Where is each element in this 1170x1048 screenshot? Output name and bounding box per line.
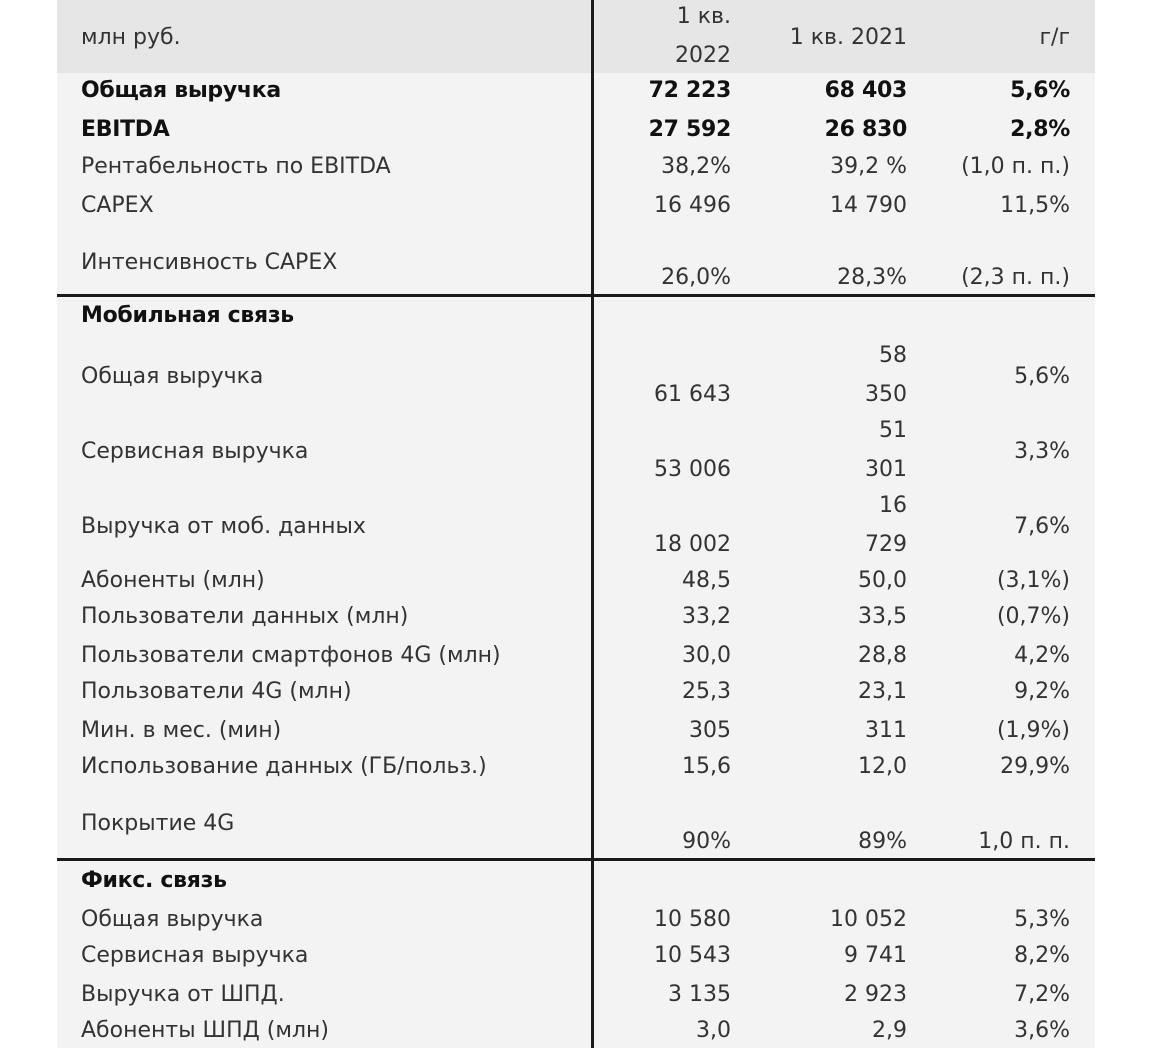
cell-4g-users-2021: 23,1 xyxy=(858,679,907,704)
row-label-subscribers: Абоненты (млн) xyxy=(81,568,265,593)
cell-fixed-revenue-2022: 10 580 xyxy=(654,907,731,932)
cell-4g-coverage-yoy: 1,0 п. п. xyxy=(978,829,1070,854)
cell-broadband-revenue-2021: 2 923 xyxy=(844,982,907,1007)
cell-4g-users-yoy: 9,2% xyxy=(1014,679,1070,704)
cell-broadband-revenue-2022: 3 135 xyxy=(668,982,731,1007)
cell-fixed-revenue-yoy: 5,3% xyxy=(1014,907,1070,932)
row-label-data-usage: Использование данных (ГБ/польз.) xyxy=(81,754,487,779)
cell-smartphone-4g-users-2022: 30,0 xyxy=(682,643,731,668)
cell-data-users-2021: 33,5 xyxy=(858,604,907,629)
cell-total-revenue-2022: 72 223 xyxy=(648,78,731,103)
cell-ebitda-margin-2022: 38,2% xyxy=(661,154,731,179)
cell-data-usage-2021: 12,0 xyxy=(858,754,907,779)
cell-mobile-service-revenue-2022: 53 006 xyxy=(654,457,731,482)
cell-data-usage-yoy: 29,9% xyxy=(1000,754,1070,779)
row-label-capex-intensity: Интенсивность CAPEX xyxy=(81,250,338,275)
cell-broadband-revenue-yoy: 7,2% xyxy=(1014,982,1070,1007)
row-label-ebitda: EBITDA xyxy=(81,117,170,142)
cell-fixed-service-revenue-2021: 9 741 xyxy=(844,943,907,968)
row-label-smartphone-4g-users: Пользователи смартфонов 4G (млн) xyxy=(81,643,501,668)
cell-ebitda-2021: 26 830 xyxy=(824,117,907,142)
cell-data-users-yoy: (0,7%) xyxy=(996,604,1070,629)
cell-mobile-data-revenue-2021-line1: 16 xyxy=(879,493,907,518)
cell-subscribers-2021: 50,0 xyxy=(858,568,907,593)
cell-capex-intensity-2022: 26,0% xyxy=(661,265,731,290)
row-label-4g-coverage: Покрытие 4G xyxy=(81,811,235,836)
cell-mobile-revenue-2021-line2: 350 xyxy=(865,382,907,407)
section-divider-fixed xyxy=(57,858,1095,861)
cell-4g-coverage-2022: 90% xyxy=(682,829,731,854)
cell-subscribers-yoy: (3,1%) xyxy=(996,568,1070,593)
cell-mobile-service-revenue-2021-line1: 51 xyxy=(879,418,907,443)
row-label-ebitda-margin: Рентабельность по EBITDA xyxy=(81,154,391,179)
cell-mobile-service-revenue-yoy: 3,3% xyxy=(1014,439,1070,464)
row-label-fixed-service-revenue: Сервисная выручка xyxy=(81,943,309,968)
row-label-capex: CAPEX xyxy=(81,193,154,218)
cell-4g-coverage-2021: 89% xyxy=(858,829,907,854)
cell-fixed-service-revenue-yoy: 8,2% xyxy=(1014,943,1070,968)
section-title-mobile: Мобильная связь xyxy=(81,303,294,328)
cell-mou-2021: 311 xyxy=(865,718,907,743)
row-label-4g-users: Пользователи 4G (млн) xyxy=(81,679,352,704)
cell-mobile-revenue-2022: 61 643 xyxy=(654,382,731,407)
header-unit: млн руб. xyxy=(81,25,181,50)
cell-smartphone-4g-users-2021: 28,8 xyxy=(858,643,907,668)
row-label-data-users: Пользователи данных (млн) xyxy=(81,604,409,629)
cell-total-revenue-2021: 68 403 xyxy=(824,78,907,103)
cell-mobile-data-revenue-2022: 18 002 xyxy=(654,532,731,557)
header-col-q1-2021: 1 кв. 2021 xyxy=(789,25,907,50)
cell-ebitda-2022: 27 592 xyxy=(648,117,731,142)
cell-ebitda-margin-2021: 39,2 % xyxy=(830,154,907,179)
cell-broadband-subscribers-2021: 2,9 xyxy=(872,1018,907,1043)
cell-broadband-subscribers-yoy: 3,6% xyxy=(1014,1018,1070,1043)
row-label-fixed-revenue: Общая выручка xyxy=(81,907,264,932)
cell-mou-yoy: (1,9%) xyxy=(996,718,1070,743)
table-header-row xyxy=(57,0,1095,73)
cell-mou-2022: 305 xyxy=(689,718,731,743)
header-col-q1-2022-line1: 1 кв. xyxy=(676,4,731,29)
cell-total-revenue-yoy: 5,6% xyxy=(1010,78,1070,103)
cell-mobile-data-revenue-2021-line2: 729 xyxy=(865,532,907,557)
row-label-mobile-data-revenue: Выручка от моб. данных xyxy=(81,514,366,539)
cell-data-users-2022: 33,2 xyxy=(682,604,731,629)
cell-capex-2022: 16 496 xyxy=(654,193,731,218)
financial-table xyxy=(57,0,1095,1048)
cell-mobile-revenue-yoy: 5,6% xyxy=(1014,364,1070,389)
cell-fixed-service-revenue-2022: 10 543 xyxy=(654,943,731,968)
column-divider xyxy=(591,0,594,1048)
cell-capex-yoy: 11,5% xyxy=(1000,193,1070,218)
row-label-mobile-service-revenue: Сервисная выручка xyxy=(81,439,309,464)
cell-ebitda-margin-yoy: (1,0 п. п.) xyxy=(961,154,1070,179)
cell-4g-users-2022: 25,3 xyxy=(682,679,731,704)
header-col-yoy: г/г xyxy=(1039,25,1070,50)
cell-ebitda-yoy: 2,8% xyxy=(1010,117,1070,142)
cell-data-usage-2022: 15,6 xyxy=(682,754,731,779)
cell-capex-2021: 14 790 xyxy=(830,193,907,218)
row-label-broadband-subscribers: Абоненты ШПД (млн) xyxy=(81,1018,330,1043)
cell-broadband-subscribers-2022: 3,0 xyxy=(696,1018,731,1043)
section-divider-mobile xyxy=(57,294,1095,297)
cell-mobile-revenue-2021-line1: 58 xyxy=(879,343,907,368)
header-col-q1-2022-line2: 2022 xyxy=(675,43,731,68)
row-label-total-revenue: Общая выручка xyxy=(81,78,281,103)
section-title-fixed: Фикс. связь xyxy=(81,868,227,893)
cell-mobile-data-revenue-yoy: 7,6% xyxy=(1014,514,1070,539)
cell-subscribers-2022: 48,5 xyxy=(682,568,731,593)
cell-capex-intensity-yoy: (2,3 п. п.) xyxy=(961,265,1070,290)
cell-fixed-revenue-2021: 10 052 xyxy=(830,907,907,932)
row-label-mobile-revenue: Общая выручка xyxy=(81,364,264,389)
cell-smartphone-4g-users-yoy: 4,2% xyxy=(1014,643,1070,668)
row-label-broadband-revenue: Выручка от ШПД. xyxy=(81,982,285,1007)
cell-mobile-service-revenue-2021-line2: 301 xyxy=(865,457,907,482)
cell-capex-intensity-2021: 28,3% xyxy=(837,265,907,290)
row-label-mou: Мин. в мес. (мин) xyxy=(81,718,282,743)
